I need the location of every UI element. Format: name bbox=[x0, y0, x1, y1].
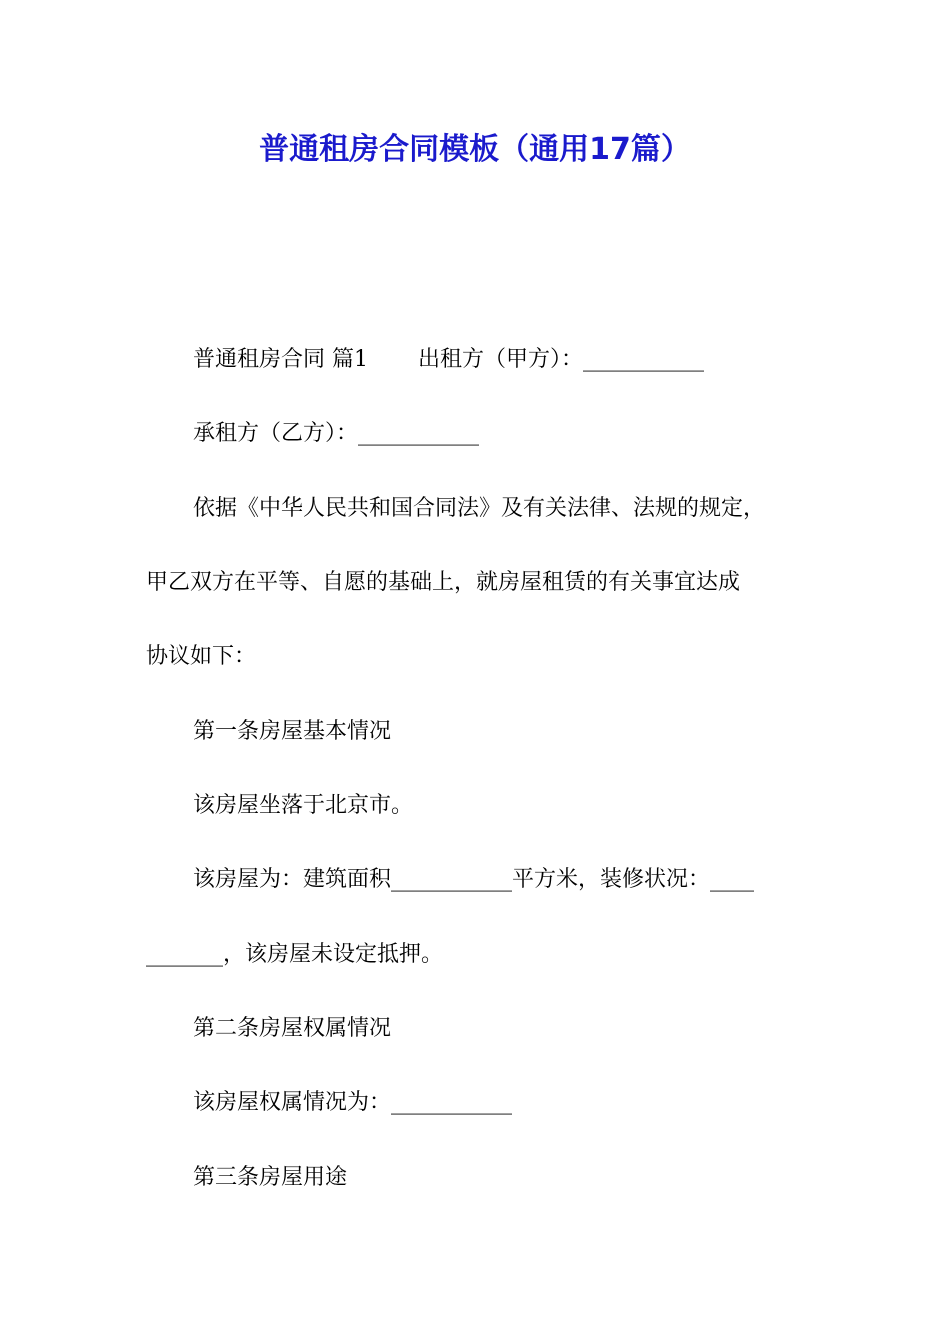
paragraph-line: 该房屋为：建筑面积___________平方米，装修状况：____ bbox=[193, 867, 755, 892]
document-title: 普通租房合同模板（通用17篇） bbox=[259, 132, 691, 167]
section-heading: 普通租房合同 篇1 bbox=[193, 347, 368, 372]
paragraph-line: 第三条房屋用途 bbox=[193, 1165, 348, 1190]
paragraph-line: 协议如下： bbox=[146, 644, 257, 669]
paragraph-line bbox=[193, 344, 704, 376]
paragraph-line: 依据《中华人民共和国合同法》及有关法律、法规的规定， bbox=[193, 496, 766, 521]
paragraph-line: 承租方（乙方）：___________ bbox=[193, 421, 480, 446]
paragraph-line: 该房屋权属情况为：___________ bbox=[193, 1090, 513, 1115]
paragraph-line: 甲乙双方在平等、自愿的基础上，就房屋租赁的有关事宜达成 bbox=[146, 570, 741, 595]
paragraph-line: 第一条房屋基本情况 bbox=[193, 719, 392, 744]
lessor-field: 出租方（甲方）：___________ bbox=[418, 347, 705, 372]
paragraph-line: 第二条房屋权属情况 bbox=[193, 1016, 392, 1041]
paragraph-line: 该房屋坐落于北京市。 bbox=[193, 793, 414, 818]
paragraph-line: _______，该房屋未设定抵押。 bbox=[146, 942, 444, 967]
